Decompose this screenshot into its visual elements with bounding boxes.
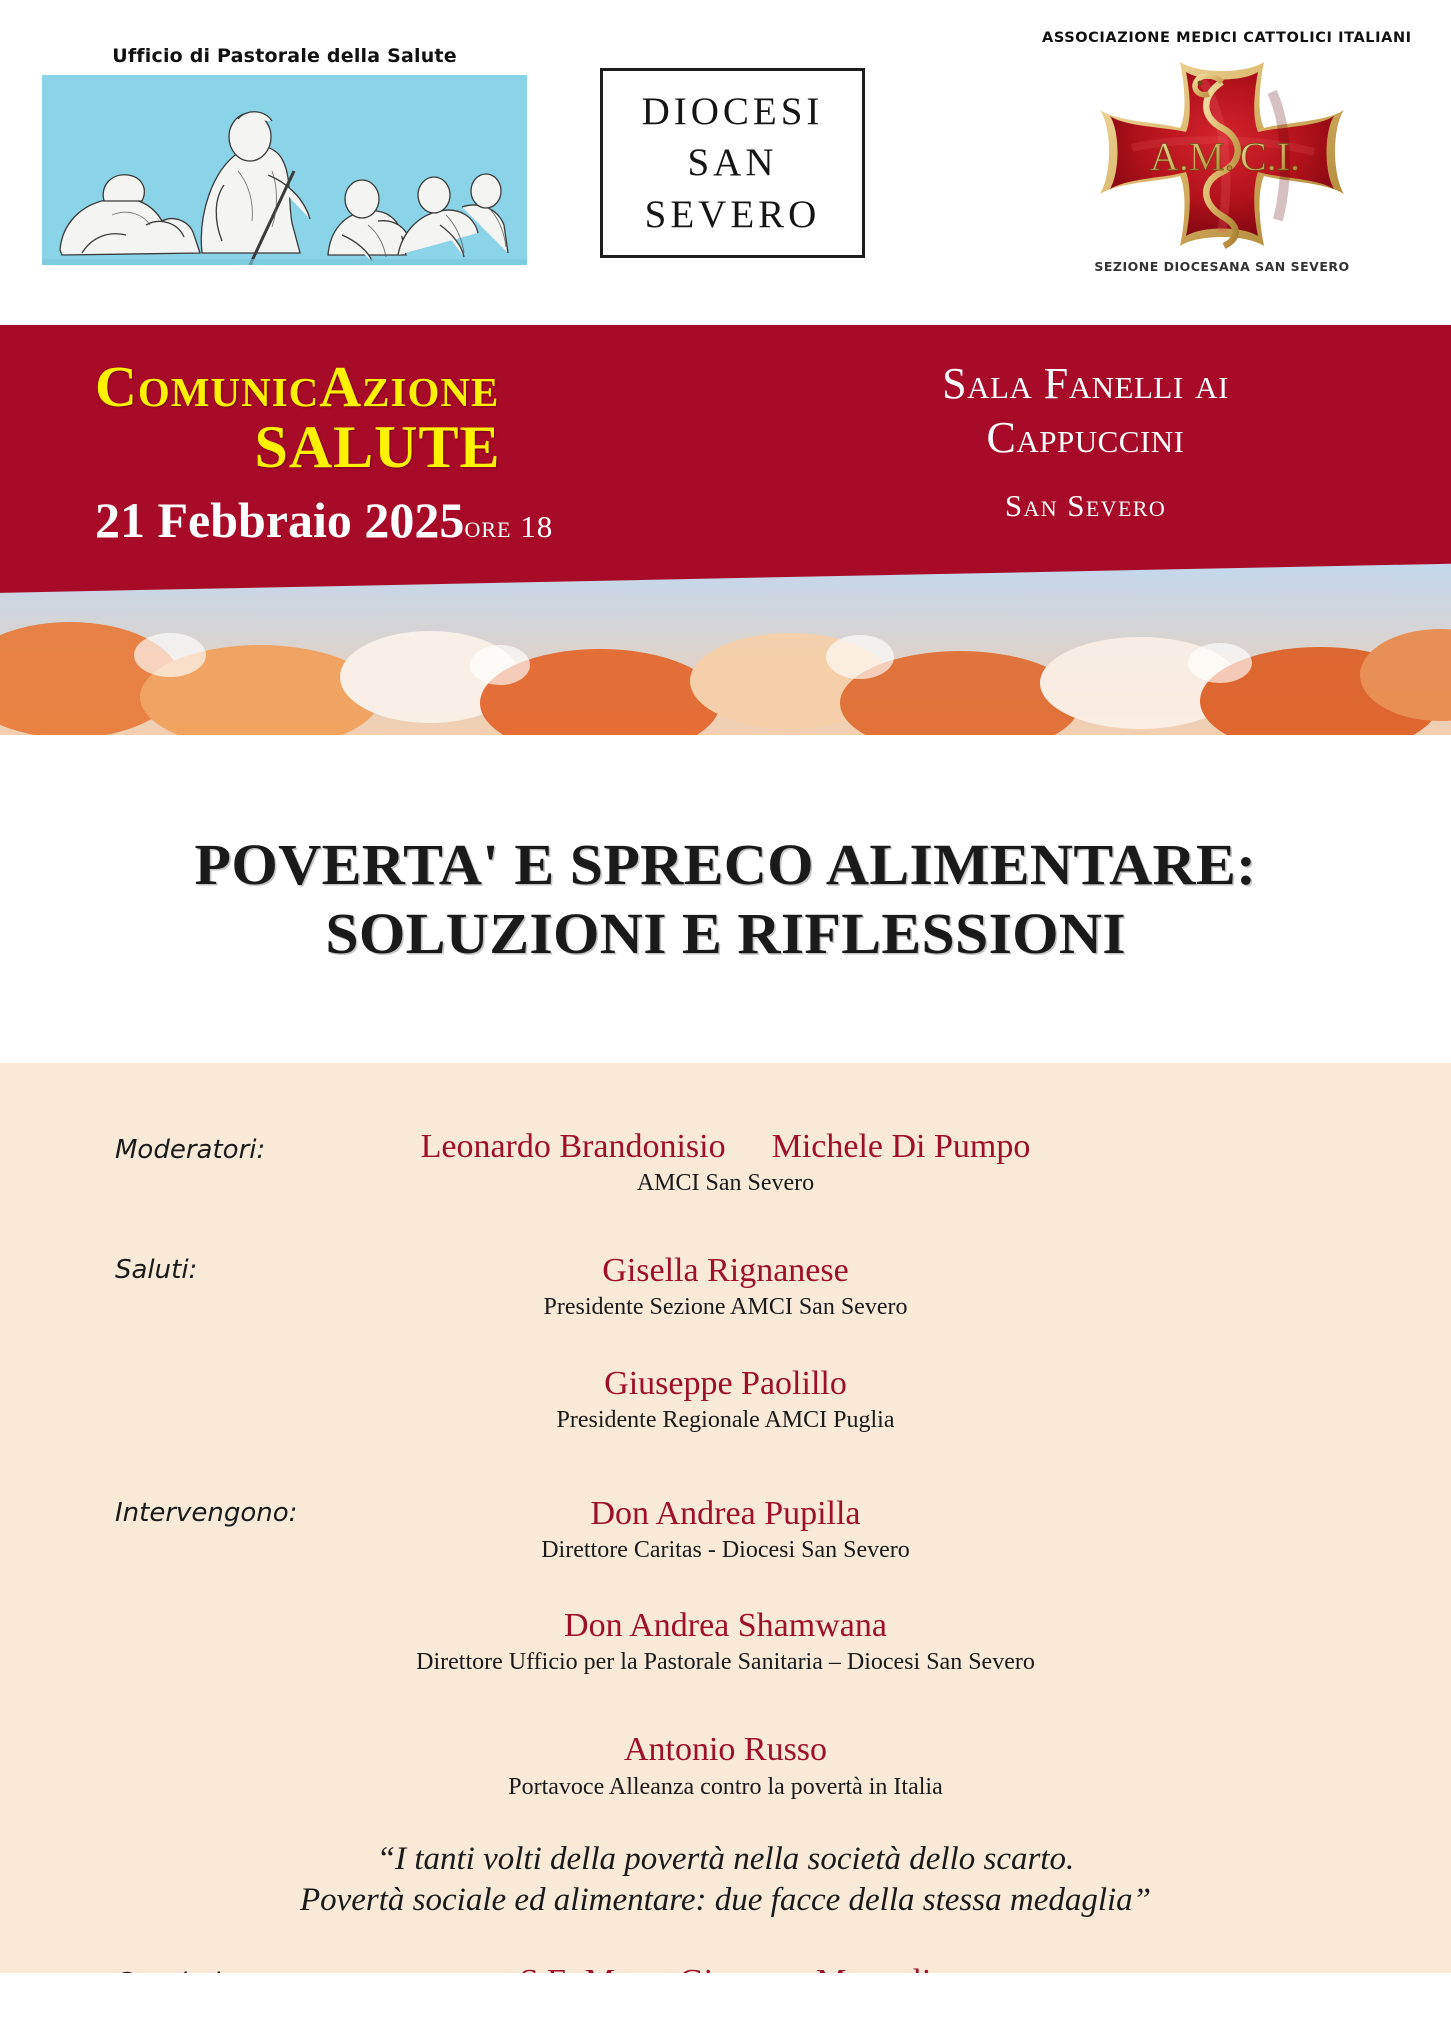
intervengono-people	[0, 1494, 1451, 1922]
banner-right-column	[780, 357, 1451, 607]
page-title-line-2: SOLUZIONI E RIFLESSIONI	[325, 901, 1126, 966]
diocesi-line-3: SEVERO	[644, 192, 821, 236]
speaker-3-quote	[0, 1839, 1451, 1922]
saluti-person-2-role: Presidente Regionale AMCI Puglia	[556, 1406, 895, 1433]
banner-content	[0, 354, 1451, 607]
venue-line-2: Cappuccini	[986, 412, 1185, 462]
label-moderatori: Moderatori:	[115, 1135, 266, 1165]
footer-spacer	[0, 1973, 1451, 2040]
amci-bottom-label: SEZIONE DIOCESANA SAN SEVERO	[1094, 259, 1350, 274]
label-saluti: Saluti:	[115, 1255, 198, 1286]
venue-city: San Severo	[1004, 488, 1167, 524]
event-date	[95, 491, 780, 549]
page-title-line-1: POVERTA' E SPRECO ALIMENTARE:	[194, 831, 1257, 897]
saluti-person-2-name: Giuseppe Paolillo	[604, 1364, 847, 1402]
page-title	[0, 735, 1451, 1063]
diocesi-line-2: SAN	[687, 141, 778, 185]
red-cross-caduceus-logo-icon	[1072, 52, 1372, 257]
speaker-3-role: Portavoce Alleanza contro la povertà in Italia	[508, 1773, 943, 1800]
speaker-3-name: Antonio Russo	[623, 1731, 828, 1769]
logo-amci	[1042, 30, 1412, 274]
header-logos	[0, 0, 1451, 325]
svg-text:A.M.: A.M.	[1150, 134, 1235, 179]
programme-block-intervengono	[0, 1494, 1451, 1922]
svg-text:C.I.: C.I.	[1240, 134, 1300, 179]
moderatore-1-name: Leonardo Brandonisio	[420, 1128, 726, 1165]
venue-line-1: Sala Fanelli ai	[942, 359, 1229, 408]
pastorale-caption: Ufficio di Pastorale della Salute	[112, 45, 457, 67]
saluti-person-1-name: Gisella Rignanese	[602, 1252, 849, 1290]
speaker-1-role: Direttore Caritas - Diocesi San Severo	[541, 1537, 910, 1563]
programme-block-saluti	[0, 1251, 1451, 1436]
amci-top-label: ASSOCIAZIONE MEDICI CATTOLICI ITALIANI	[1042, 30, 1412, 46]
event-banner	[0, 325, 1451, 735]
moderatore-2-name: Michele Di Pumpo	[771, 1128, 1031, 1165]
speaker-2-role: Direttore Ufficio per la Pastorale Sanitaria – Diocesi San Severo	[416, 1649, 1035, 1676]
saluti-people	[0, 1251, 1451, 1436]
pastoral-care-engraving-icon	[42, 75, 527, 265]
event-time-label: ore 18	[464, 509, 554, 545]
banner-left-column	[0, 354, 780, 607]
speaker-1-name: Don Andrea Pupilla	[590, 1494, 861, 1532]
event-title-line1: ComunicAzione	[95, 354, 500, 419]
logo-pastorale-salute	[42, 45, 527, 265]
event-date-text: 21 Febbraio 2025	[95, 492, 465, 549]
saluti-person-1-role: Presidente Sezione AMCI San Severo	[543, 1294, 908, 1321]
logo-diocesi-san-severo	[600, 68, 865, 258]
moderatori-affiliation: AMCI San Severo	[636, 1170, 815, 1197]
event-title-line2: SALUTE	[254, 414, 501, 481]
quote-line-1: “I tanti volti della povertà nella società dello scarto.	[376, 1840, 1075, 1877]
speaker-2-name: Don Andrea Shamwana	[564, 1607, 887, 1645]
label-intervengono: Intervengono:	[115, 1497, 298, 1528]
quote-line-2: Povertà sociale ed alimentare: due facce della stessa medaglia”	[299, 1882, 1152, 1919]
programme-section	[0, 1063, 1451, 1973]
programme-block-moderatori	[0, 1127, 1451, 1199]
diocesi-line-1: DIOCESI	[641, 89, 824, 133]
